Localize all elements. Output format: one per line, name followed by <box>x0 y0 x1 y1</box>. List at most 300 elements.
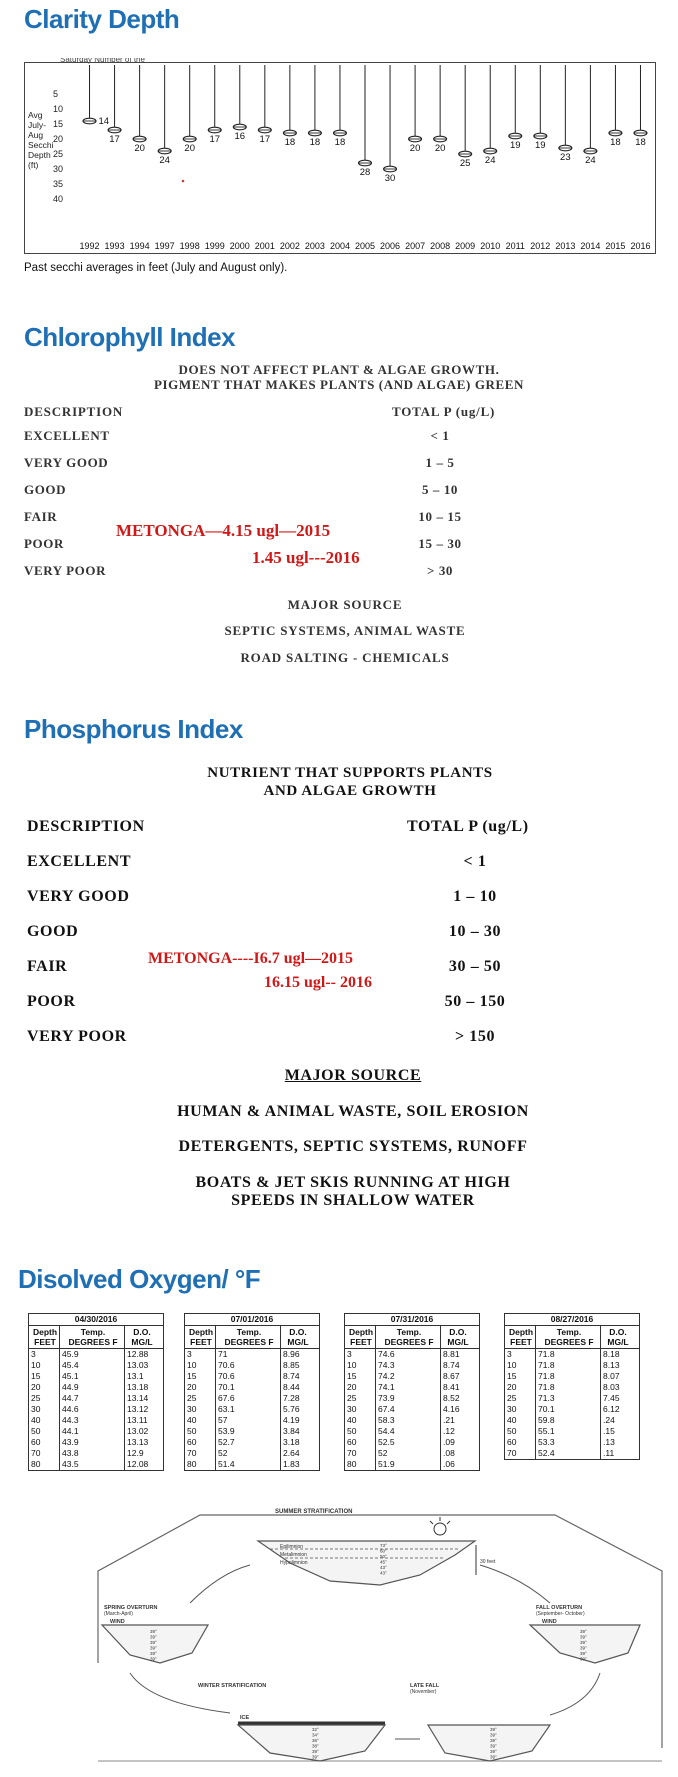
chart-cut-text: Saturday Number of the <box>60 58 145 64</box>
do-cell-depth: 70 <box>505 1448 536 1459</box>
y-axis-label-line: Depth <box>28 150 51 160</box>
diagram-temp-label: 34° <box>312 1732 319 1738</box>
do-cell-temp: 71.8 <box>536 1360 601 1371</box>
do-cell-temp: 44.3 <box>60 1415 125 1426</box>
diagram-temp-label: 39° <box>150 1656 157 1662</box>
do-cell-temp: 70.1 <box>536 1404 601 1415</box>
chlorophyll-subtitle-2: PIGMENT THAT MAKES PLANTS (AND ALGAE) GREEN <box>153 377 525 392</box>
late-fall-sub-label: (November) <box>410 1689 437 1695</box>
do-cell-temp: 44.1 <box>60 1426 125 1437</box>
do-table-row <box>345 1415 479 1426</box>
hypolimnion-label: Hypolimnion <box>280 1560 308 1566</box>
do-cell-do: 1.83 <box>283 1459 300 1469</box>
do-col-temp: Temp. DEGREES F <box>60 1326 125 1348</box>
do-cell-depth: 20 <box>29 1382 60 1393</box>
do-cell-do: 2.64 <box>283 1448 300 1458</box>
do-col-temp: Temp. DEGREES F <box>216 1326 281 1348</box>
do-cell-do: 8.41 <box>443 1382 460 1392</box>
do-table-row <box>505 1437 639 1448</box>
do-table-row <box>505 1415 639 1426</box>
do-cell-temp: 55.1 <box>536 1426 601 1437</box>
secchi-value-label: 18 <box>610 137 621 148</box>
secchi-value-label: 24 <box>159 155 170 166</box>
do-cell-temp: 43.8 <box>60 1448 125 1459</box>
diagram-temp-label: 39° <box>490 1749 497 1754</box>
fall-sub-label: (September- October) <box>536 1611 585 1617</box>
chlorophyll-source-1: SEPTIC SYSTEMS, ANIMAL WASTE <box>224 623 466 638</box>
secchi-value-label: 18 <box>334 137 346 148</box>
do-cell-temp: 43.9 <box>60 1437 125 1448</box>
do-cell-temp: 71 <box>216 1349 281 1360</box>
do-cell-do: 13.03 <box>127 1360 149 1370</box>
do-table-row <box>345 1360 479 1371</box>
do-table-row <box>185 1360 319 1371</box>
do-cell-depth: 15 <box>345 1371 376 1382</box>
diagram-temp-label: 39° <box>312 1754 319 1760</box>
do-col-temp: Temp. DEGREES F <box>376 1326 441 1348</box>
secchi-value-label: 20 <box>409 143 421 154</box>
do-cell-temp: 45.4 <box>60 1360 125 1371</box>
year-tick-label: 2008 <box>430 241 451 251</box>
do-table-row <box>505 1360 639 1371</box>
diagram-temp-label: 39° <box>150 1629 157 1634</box>
secchi-value-label: 14 <box>98 116 110 127</box>
year-tick-label: 2010 <box>480 241 501 251</box>
do-table-date: 08/27/2016 <box>505 1314 639 1326</box>
do-cell-do: 13.14 <box>127 1393 149 1403</box>
y-tick-label: 15 <box>53 119 64 129</box>
year-tick-label: 2006 <box>380 241 401 251</box>
summer-label: SUMMER STRATIFICATION <box>275 1509 353 1515</box>
year-tick-label: 2011 <box>505 241 525 251</box>
do-table-row <box>29 1459 163 1470</box>
secchi-value-label: 20 <box>134 143 145 154</box>
year-tick-label: 2004 <box>329 241 350 251</box>
do-col-depth: Depth FEET <box>185 1326 216 1348</box>
phosphorus-source-4: SPEEDS IN SHALLOW WATER <box>231 1192 475 1209</box>
do-cell-temp: 52.5 <box>376 1437 441 1448</box>
do-cell-depth: 25 <box>505 1393 536 1404</box>
do-cell-do: .08 <box>443 1448 455 1458</box>
do-cell-depth: 40 <box>345 1415 376 1426</box>
late-fall-label: LATE FALL <box>410 1683 440 1689</box>
do-col-depth: Depth FEET <box>505 1326 536 1348</box>
diagram-temp-label: 60° <box>380 1548 387 1554</box>
phosphorus-source-1: HUMAN & ANIMAL WASTE, SOIL EROSION <box>177 1103 529 1120</box>
do-table-row <box>29 1371 163 1382</box>
do-cell-temp: 52 <box>216 1448 281 1459</box>
do-cell-do: 8.81 <box>443 1349 460 1359</box>
y-tick-label: 20 <box>53 134 64 144</box>
phosphorus-source-2: DETERGENTS, SEPTIC SYSTEMS, RUNOFF <box>178 1138 528 1155</box>
year-tick-label: 2009 <box>455 241 476 251</box>
do-cell-do: 7.45 <box>603 1393 620 1403</box>
do-table-row <box>505 1393 639 1404</box>
do-cell-do: .12 <box>443 1426 455 1436</box>
sun-ray-3 <box>447 1521 450 1524</box>
y-tick-label: 35 <box>53 179 64 189</box>
do-cell-do: 13.13 <box>127 1437 149 1447</box>
do-cell-depth: 25 <box>29 1393 60 1404</box>
do-cell-depth: 50 <box>345 1426 376 1437</box>
do-cell-do: 8.07 <box>603 1371 620 1381</box>
do-table-row <box>505 1349 639 1360</box>
do-col-do: D.O. MG/L <box>287 1327 309 1347</box>
year-tick-label: 2016 <box>630 241 651 251</box>
chlorophyll-metonga-note-2: 1.45 ugl---2016 <box>252 548 360 567</box>
do-table-row <box>185 1459 319 1470</box>
clarity-chart <box>24 62 656 254</box>
do-col-depth: Depth FEET <box>29 1326 60 1348</box>
diagram-temp-label: 50° <box>380 1554 387 1559</box>
do-cell-temp: 71.8 <box>536 1371 601 1382</box>
do-cell-do: 12.9 <box>127 1448 144 1458</box>
epilimnion-label: Epilimnion <box>280 1544 304 1550</box>
do-cell-do: 13.12 <box>127 1404 149 1414</box>
oxygen-heading: Disolved Oxygen/ °F <box>18 1264 261 1294</box>
do-cell-depth: 30 <box>505 1404 536 1415</box>
clarity-heading: Clarity Depth <box>24 4 180 34</box>
diagram-temp-label: 39° <box>580 1651 587 1656</box>
do-cell-depth: 25 <box>345 1393 376 1404</box>
do-table-row <box>345 1393 479 1404</box>
do-cell-temp: 44.9 <box>60 1382 125 1393</box>
chlorophyll-row-value: 5 – 10 <box>421 482 459 497</box>
do-table <box>28 1313 164 1471</box>
do-table <box>504 1313 640 1460</box>
year-tick-label: 1992 <box>79 241 100 251</box>
year-tick-label: 1998 <box>179 241 200 251</box>
do-cell-do: .21 <box>443 1415 455 1425</box>
diagram-temp-label: 38° <box>312 1743 319 1749</box>
secchi-value-label: 17 <box>209 134 221 145</box>
spring-sub-label: (March-April) <box>104 1611 133 1617</box>
do-table <box>184 1313 320 1471</box>
do-table <box>344 1313 480 1471</box>
do-table-row <box>345 1382 479 1393</box>
secchi-value-label: 17 <box>109 134 120 145</box>
do-cell-depth: 70 <box>185 1448 216 1459</box>
phosphorus-metonga-note-2: 16.15 ugl-- 2016 <box>264 974 372 991</box>
y-axis-label-line: July- <box>28 120 46 130</box>
do-cell-depth: 30 <box>185 1404 216 1415</box>
y-axis-label-line: Avg <box>28 110 43 120</box>
year-tick-label: 2002 <box>279 241 300 251</box>
do-cell-do: 8.44 <box>283 1382 300 1392</box>
year-tick-label: 2007 <box>405 241 426 251</box>
do-table-row <box>185 1404 319 1415</box>
do-table-row <box>185 1448 319 1459</box>
do-cell-depth: 10 <box>185 1360 216 1371</box>
sun-ray-2 <box>430 1521 433 1524</box>
chlorophyll-row-description: VERY POOR <box>24 563 107 578</box>
do-cell-depth: 50 <box>505 1426 536 1437</box>
do-cell-depth: 70 <box>345 1448 376 1459</box>
arrow-winter-spring <box>130 1673 230 1713</box>
do-cell-depth: 20 <box>185 1382 216 1393</box>
diagram-temp-label: 39° <box>312 1749 319 1754</box>
do-cell-temp: 54.4 <box>376 1426 441 1437</box>
phosphorus-source-3: BOATS & JET SKIS RUNNING AT HIGH <box>195 1174 511 1191</box>
do-cell-temp: 71.8 <box>536 1382 601 1393</box>
do-cell-depth: 60 <box>505 1437 536 1448</box>
do-cell-temp: 70.6 <box>216 1360 281 1371</box>
secchi-value-label: 17 <box>259 134 271 145</box>
diagram-temp-label: 39° <box>490 1754 497 1760</box>
do-cell-do: 7.28 <box>283 1393 300 1403</box>
phosphorus-metonga-note-1: METONGA----I6.7 ugl—2015 <box>148 950 354 967</box>
do-table-row <box>29 1437 163 1448</box>
phosphorus-row-description: VERY POOR <box>27 1028 127 1045</box>
year-tick-label: 2000 <box>229 241 250 251</box>
phosphorus-row-description: EXCELLENT <box>27 853 132 870</box>
diagram-temp-label: 39° <box>580 1640 587 1645</box>
secchi-value-label: 20 <box>184 143 195 154</box>
year-tick-label: 2003 <box>304 241 325 251</box>
phosphorus-col-total: TOTAL P (ug/L) <box>407 818 529 835</box>
secchi-value-label: 25 <box>459 158 471 169</box>
phosphorus-major-source: MAJOR SOURCE <box>284 1067 422 1084</box>
do-cell-depth: 80 <box>29 1459 60 1470</box>
do-table-row <box>505 1426 639 1437</box>
do-cell-temp: 44.6 <box>60 1404 125 1415</box>
do-cell-do: 12.88 <box>127 1349 149 1359</box>
diagram-temp-label: 43° <box>380 1570 387 1576</box>
do-table-row <box>185 1371 319 1382</box>
phosphorus-row-value: 30 – 50 <box>448 958 502 975</box>
secchi-value-label: 24 <box>585 155 596 166</box>
do-table-date: 07/31/2016 <box>345 1314 479 1326</box>
diagram-temp-label: 39° <box>580 1656 587 1662</box>
do-cell-temp: 51.9 <box>376 1459 441 1470</box>
do-cell-depth: 10 <box>29 1360 60 1371</box>
y-tick-label: 10 <box>53 104 64 114</box>
do-cell-do: 3.18 <box>283 1437 300 1447</box>
clarity-chart-svg <box>25 63 657 255</box>
year-tick-label: 2012 <box>530 241 551 251</box>
do-cell-temp: 67.6 <box>216 1393 281 1404</box>
do-col-do: D.O. MG/L <box>607 1327 629 1347</box>
do-table-row <box>505 1382 639 1393</box>
year-tick-label: 2015 <box>605 241 626 251</box>
do-cell-depth: 10 <box>505 1360 536 1371</box>
diagram-temp-label: 32° <box>312 1727 319 1732</box>
chlorophyll-subtitle-1: DOES NOT AFFECT PLANT & ALGAE GROWTH. <box>178 362 500 377</box>
chlorophyll-col-description: DESCRIPTION <box>24 404 124 419</box>
chlorophyll-heading: Chlorophyll Index <box>24 322 236 352</box>
do-table-row <box>185 1393 319 1404</box>
do-cell-depth: 30 <box>29 1404 60 1415</box>
do-cell-temp: 51.4 <box>216 1459 281 1470</box>
do-cell-temp: 70.6 <box>216 1371 281 1382</box>
do-table-row <box>185 1437 319 1448</box>
do-table-row <box>29 1426 163 1437</box>
secchi-value-label: 18 <box>635 137 646 148</box>
year-tick-label: 1993 <box>104 241 125 251</box>
chlorophyll-major-source: MAJOR SOURCE <box>287 597 403 612</box>
do-table-row <box>345 1448 479 1459</box>
do-cell-temp: 74.2 <box>376 1371 441 1382</box>
do-cell-temp: 74.1 <box>376 1382 441 1393</box>
do-table-row <box>185 1415 319 1426</box>
do-cell-do: .13 <box>603 1437 615 1447</box>
do-cell-temp: 58.3 <box>376 1415 441 1426</box>
do-cell-depth: 60 <box>29 1437 60 1448</box>
scan-artifact-dot <box>182 180 185 183</box>
do-cell-depth: 30 <box>345 1404 376 1415</box>
diagram-temp-label: 73° <box>380 1543 387 1548</box>
do-cell-depth: 60 <box>185 1437 216 1448</box>
do-cell-depth: 3 <box>185 1349 216 1360</box>
arrow-fall-latefall <box>550 1673 600 1715</box>
diagram-temp-label: 39° <box>490 1738 497 1743</box>
do-table-row <box>505 1404 639 1415</box>
diagram-temp-label: 39° <box>580 1645 587 1651</box>
metalimnion-label: Metalimnion <box>280 1552 307 1558</box>
do-cell-do: 13.18 <box>127 1382 149 1392</box>
do-cell-do: 4.19 <box>283 1415 300 1425</box>
year-tick-label: 2013 <box>555 241 576 251</box>
diagram-temp-label: 39° <box>150 1634 157 1640</box>
diagram-temp-label: 36° <box>312 1738 319 1743</box>
do-table-row <box>345 1459 479 1470</box>
do-cell-depth: 50 <box>185 1426 216 1437</box>
y-tick-label: 25 <box>53 149 64 159</box>
secchi-value-label: 16 <box>234 131 246 142</box>
phosphorus-row-description: VERY GOOD <box>27 888 130 905</box>
do-cell-do: 8.67 <box>443 1371 460 1381</box>
chlorophyll-row-value: > 30 <box>426 563 454 578</box>
do-cell-temp: 59.8 <box>536 1415 601 1426</box>
chlorophyll-row-description: EXCELLENT <box>24 428 110 443</box>
chlorophyll-row-value: 15 – 30 <box>418 536 462 551</box>
y-tick-label: 40 <box>53 194 64 204</box>
do-cell-temp: 52 <box>376 1448 441 1459</box>
do-cell-depth: 15 <box>185 1371 216 1382</box>
do-cell-do: .24 <box>603 1415 615 1425</box>
chlorophyll-row-value: 1 – 5 <box>425 455 455 470</box>
do-cell-do: 8.96 <box>283 1349 300 1359</box>
do-cell-depth: 3 <box>505 1349 536 1360</box>
do-cell-do: 6.12 <box>603 1404 620 1414</box>
year-tick-label: 2005 <box>354 241 376 251</box>
y-axis-label-line: Secchi <box>28 140 54 150</box>
chlorophyll-row-value: 10 – 15 <box>418 509 462 524</box>
do-col-temp: Temp. DEGREES F <box>536 1326 601 1348</box>
year-tick-label: 2001 <box>254 241 275 251</box>
do-cell-do: 8.74 <box>443 1360 460 1370</box>
diagram-temp-label: 43° <box>380 1565 387 1570</box>
do-cell-do: .06 <box>443 1459 455 1469</box>
y-tick-label: 30 <box>53 164 64 174</box>
phosphorus-heading: Phosphorus Index <box>24 714 243 744</box>
do-table-row <box>345 1404 479 1415</box>
do-table-header <box>505 1326 639 1349</box>
arrow-summer-fall <box>480 1565 550 1603</box>
do-table-row <box>345 1437 479 1448</box>
do-cell-do: 8.13 <box>603 1360 620 1370</box>
do-cell-depth: 80 <box>345 1459 376 1470</box>
do-cell-temp: 52.7 <box>216 1437 281 1448</box>
do-cell-temp: 73.9 <box>376 1393 441 1404</box>
do-cell-temp: 67.4 <box>376 1404 441 1415</box>
do-cell-depth: 15 <box>29 1371 60 1382</box>
do-table-row <box>345 1426 479 1437</box>
secchi-value-label: 20 <box>434 143 446 154</box>
do-table-header <box>185 1326 319 1349</box>
phosphorus-row-value: 1 – 10 <box>453 888 497 905</box>
diagram-temp-label: 39° <box>150 1651 157 1656</box>
late-fall-basin <box>428 1725 550 1761</box>
do-cell-temp: 71.8 <box>536 1349 601 1360</box>
fall-wind-label: WIND <box>542 1619 557 1625</box>
do-table-row <box>29 1404 163 1415</box>
do-cell-depth: 50 <box>29 1426 60 1437</box>
do-cell-depth: 40 <box>505 1415 536 1426</box>
diagram-temp-label: 45° <box>380 1559 387 1565</box>
do-cell-do: 12.08 <box>127 1459 149 1469</box>
do-cell-do: .09 <box>443 1437 455 1447</box>
phosphorus-row-description: POOR <box>27 993 76 1010</box>
do-cell-temp: 45.9 <box>60 1349 125 1360</box>
do-cell-temp: 53.3 <box>536 1437 601 1448</box>
do-cell-depth: 3 <box>345 1349 376 1360</box>
do-cell-temp: 43.5 <box>60 1459 125 1470</box>
do-cell-do: 8.74 <box>283 1371 300 1381</box>
chlorophyll-row-description: FAIR <box>24 509 58 524</box>
do-cell-temp: 74.3 <box>376 1360 441 1371</box>
do-cell-depth: 80 <box>185 1459 216 1470</box>
phosphorus-row-value: > 150 <box>454 1028 496 1045</box>
do-cell-do: 3.84 <box>283 1426 300 1436</box>
do-col-do: D.O. MG/L <box>447 1327 469 1347</box>
phosphorus-row-value: < 1 <box>463 853 487 870</box>
do-table-row <box>29 1360 163 1371</box>
do-table-header <box>29 1326 163 1349</box>
do-table-row <box>345 1349 479 1360</box>
diagram-temp-label: 39° <box>490 1732 497 1738</box>
do-table-row <box>185 1426 319 1437</box>
diagram-temp-label: 39° <box>490 1727 497 1732</box>
lake-turnover-diagram <box>80 1503 678 1772</box>
do-table-date: 07/01/2016 <box>185 1314 319 1326</box>
do-cell-temp: 63.1 <box>216 1404 281 1415</box>
chlorophyll-row-description: GOOD <box>24 482 67 497</box>
do-cell-temp: 44.7 <box>60 1393 125 1404</box>
do-cell-depth: 20 <box>345 1382 376 1393</box>
secchi-value-label: 30 <box>384 173 396 184</box>
do-cell-do: 8.18 <box>603 1349 620 1359</box>
chlorophyll-row-description: POOR <box>24 536 64 551</box>
do-cell-depth: 40 <box>29 1415 60 1426</box>
do-table-row <box>505 1371 639 1382</box>
do-cell-do: 8.85 <box>283 1360 300 1370</box>
phosphorus-row-description: GOOD <box>27 923 79 940</box>
do-cell-temp: 70.1 <box>216 1382 281 1393</box>
depth30-label: 30 feet <box>480 1559 496 1565</box>
phosphorus-row-description: FAIR <box>27 958 68 975</box>
do-table-header <box>345 1326 479 1349</box>
secchi-value-label: 19 <box>535 140 546 151</box>
y-axis-label-line: (ft) <box>28 160 39 170</box>
do-cell-do: 8.03 <box>603 1382 620 1392</box>
do-table-row <box>29 1349 163 1360</box>
spring-label: SPRING OVERTURN <box>104 1605 158 1611</box>
phosphorus-row-value: 10 – 30 <box>448 923 502 940</box>
do-cell-depth: 40 <box>185 1415 216 1426</box>
diagram-temp-label: 39° <box>150 1640 157 1645</box>
year-tick-label: 2014 <box>580 241 601 251</box>
